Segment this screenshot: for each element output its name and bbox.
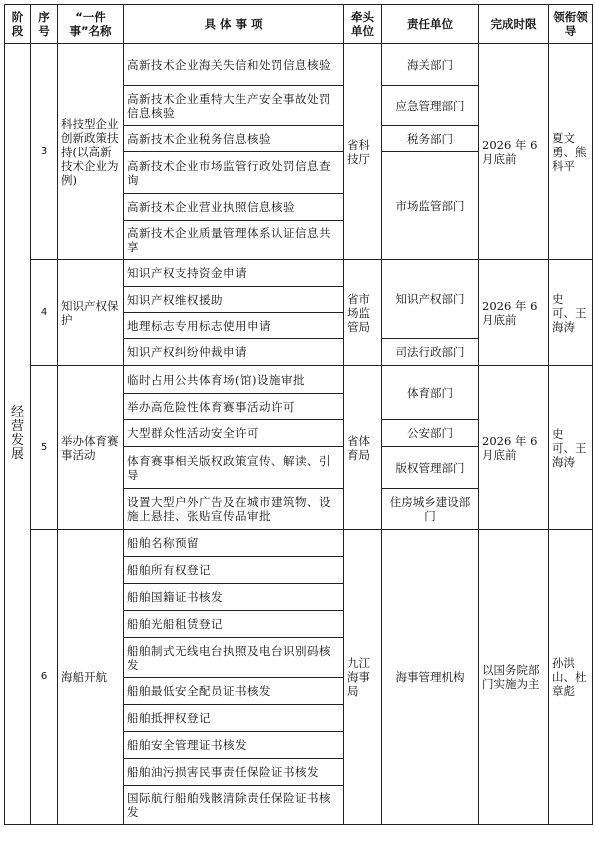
item-cell: 知识产权支持资金申请	[124, 260, 344, 287]
header-name: “一件事”名称	[58, 5, 124, 44]
resp-unit: 住房城乡建设部门	[382, 489, 479, 530]
item-cell: 国际航行船舶残骸清除责任保险证书核发	[124, 786, 344, 825]
resp-unit: 税务部门	[382, 126, 479, 152]
matter-name: 科技型企业创新政策扶持(以高新技术企业为例)	[58, 44, 124, 260]
item-cell: 高新技术企业海关失信和处罚信息核验	[124, 44, 344, 86]
resp-unit: 体育部门	[382, 366, 479, 420]
header-seq: 序号	[31, 5, 58, 44]
matter-name: 举办体育赛事活动	[58, 366, 124, 530]
matter-name: 知识产权保护	[58, 260, 124, 366]
matters-table	[4, 4, 593, 825]
leader-cell: 史 可、王海涛	[549, 260, 593, 366]
item-cell: 大型群众性活动安全许可	[124, 420, 344, 447]
header-row	[5, 5, 593, 44]
header-resp: 责任单位	[382, 5, 479, 44]
table-row	[5, 44, 593, 86]
item-cell: 高新技术企业市场监管行政处罚信息查询	[124, 152, 344, 194]
item-cell: 设置大型户外广告及在城市建筑物、设施上悬挂、张贴宣传品审批	[124, 489, 344, 530]
lead-unit: 省市场监管局	[344, 260, 382, 366]
stage-cell: 经营发展	[5, 44, 31, 825]
deadline-cell: 2026 年 6 月底前	[479, 366, 549, 530]
item-cell: 临时占用公共体育场(馆)设施审批	[124, 366, 344, 394]
item-cell: 高新技术企业营业执照信息核验	[124, 194, 344, 221]
resp-unit: 版权管理部门	[382, 447, 479, 489]
resp-unit: 海关部门	[382, 44, 479, 86]
header-leader: 领衔领导	[549, 5, 593, 44]
lead-unit: 九江海事局	[344, 530, 382, 825]
table-row	[5, 366, 593, 394]
item-cell: 船舶油污损害民事责任保险证书核发	[124, 759, 344, 786]
leader-cell: 孙洪山、杜章彪	[549, 530, 593, 825]
item-cell: 高新技术企业税务信息核验	[124, 126, 344, 152]
deadline-cell: 以国务院部门实施为主	[479, 530, 549, 825]
resp-unit: 司法行政部门	[382, 339, 479, 366]
header-deadline: 完成时限	[479, 5, 549, 44]
item-cell: 船舶光船租赁登记	[124, 611, 344, 638]
seq-cell: 5	[31, 366, 58, 530]
item-cell: 知识产权维权援助	[124, 287, 344, 313]
header-lead: 牵头单位	[344, 5, 382, 44]
leader-cell: 夏文勇、熊科平	[549, 44, 593, 260]
resp-unit: 应急管理部门	[382, 86, 479, 126]
resp-unit: 海事管理机构	[382, 530, 479, 825]
item-cell: 举办高危险性体育赛事活动许可	[124, 394, 344, 420]
item-cell: 高新技术企业重特大生产安全事故处罚信息核验	[124, 86, 344, 126]
resp-unit: 知识产权部门	[382, 260, 479, 339]
resp-unit: 市场监管部门	[382, 152, 479, 260]
item-cell: 船舶名称预留	[124, 530, 344, 557]
header-items: 具 体 事 项	[124, 5, 344, 44]
seq-cell: 6	[31, 530, 58, 825]
matter-name: 海船开航	[58, 530, 124, 825]
item-cell: 知识产权纠纷仲裁申请	[124, 339, 344, 366]
deadline-cell: 2026 年 6 月底前	[479, 44, 549, 260]
item-cell: 高新技术企业质量管理体系认证信息共享	[124, 221, 344, 260]
item-cell: 船舶国籍证书核发	[124, 584, 344, 611]
item-cell: 船舶所有权登记	[124, 557, 344, 584]
seq-cell: 4	[31, 260, 58, 366]
item-cell: 船舶抵押权登记	[124, 705, 344, 732]
item-cell: 船舶最低安全配员证书核发	[124, 678, 344, 705]
resp-unit: 公安部门	[382, 420, 479, 447]
leader-cell: 史 可、王海涛	[549, 366, 593, 530]
header-stage: 阶段	[5, 5, 31, 44]
lead-unit: 省科技厅	[344, 44, 382, 260]
seq-cell: 3	[31, 44, 58, 260]
deadline-cell: 2026 年 6 月底前	[479, 260, 549, 366]
lead-unit: 省体育局	[344, 366, 382, 530]
table-row	[5, 530, 593, 557]
item-cell: 体育赛事相关版权政策宣传、解读、引导	[124, 447, 344, 489]
item-cell: 船舶安全管理证书核发	[124, 732, 344, 759]
table-row	[5, 260, 593, 287]
item-cell: 船舶制式无线电台执照及电台识别码核发	[124, 638, 344, 678]
item-cell: 地理标志专用标志使用申请	[124, 313, 344, 339]
